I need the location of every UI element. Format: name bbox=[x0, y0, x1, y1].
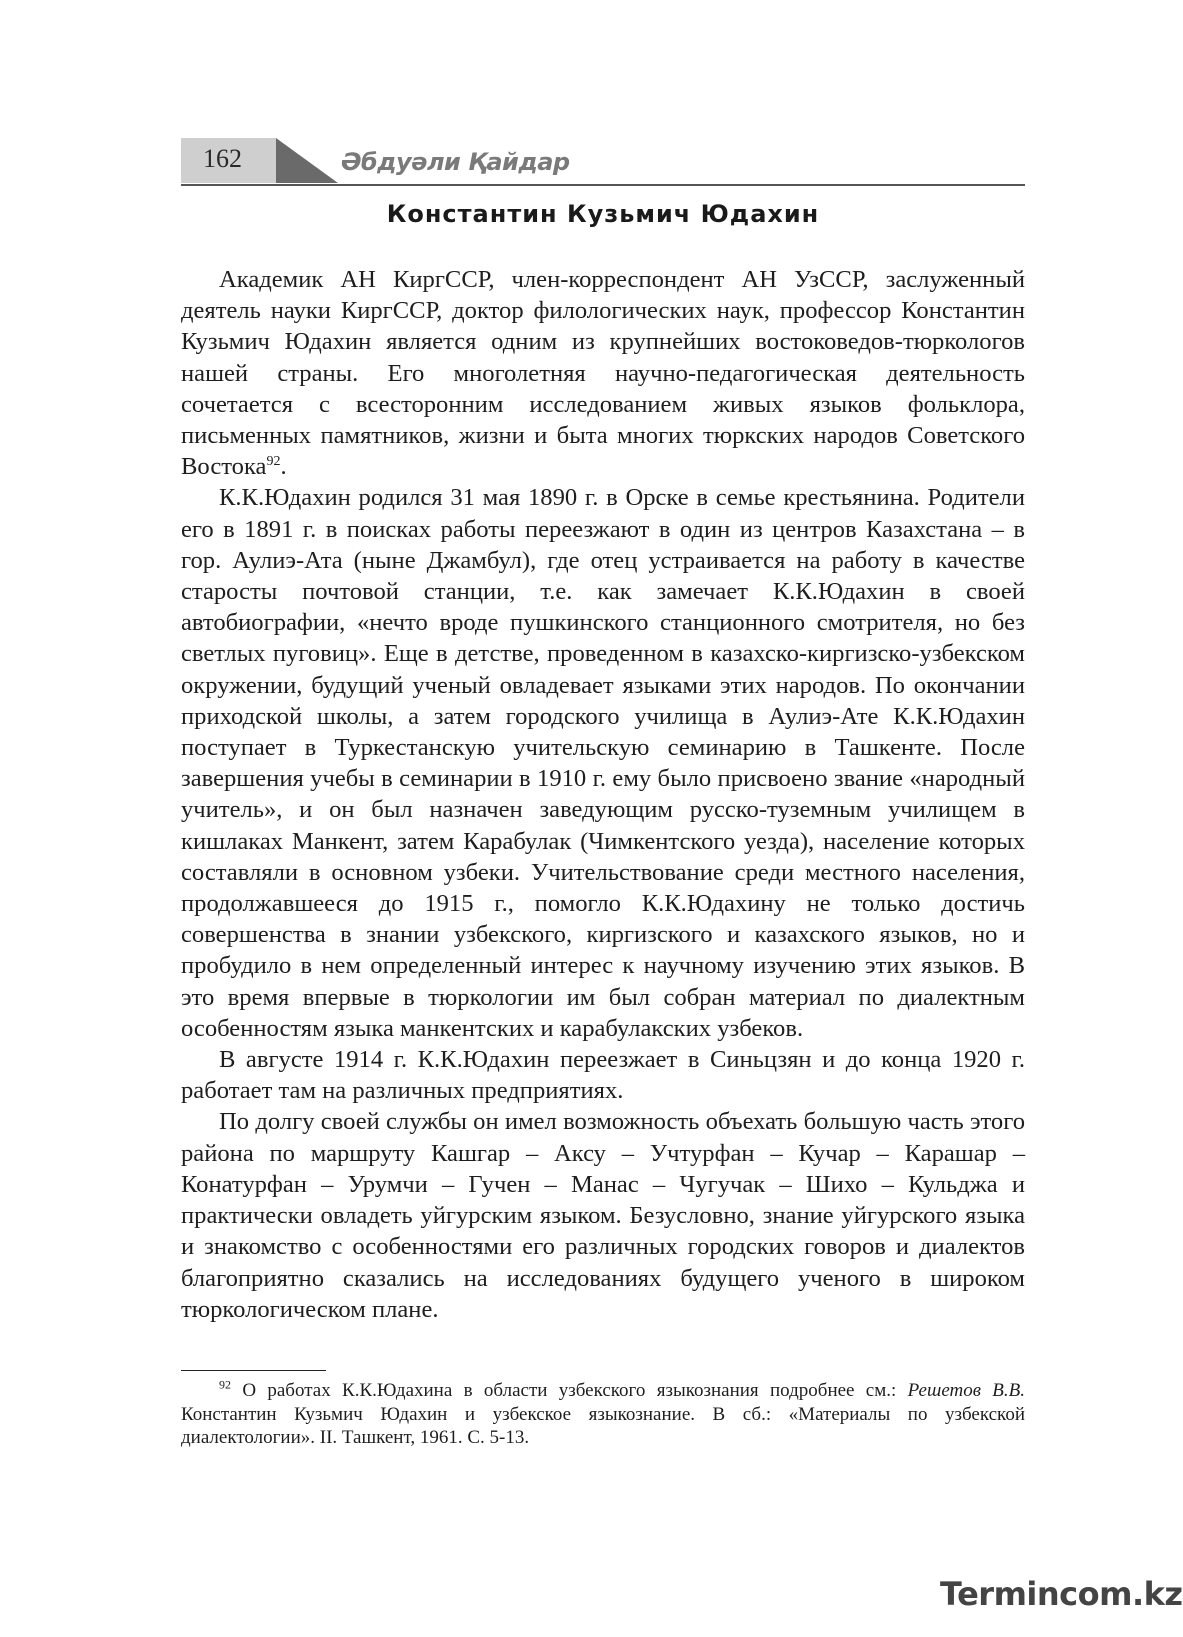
paragraph-text: К.К.Юдахин родился 31 мая 1890 г. в Орске в семье крестьянина. Родители его в 1891 г. в поисках работы переезжают в один из центров Казахстана – в гор. Аулиэ-Ата (ныне Джамбул), где отец устраивается на работу в качестве старосты почтовой станции, т.е. как замечает К.К.Юдахин в своей автобиографии, «нечто вроде пушкинского станционного смотрителя, но без светлых пуговиц». Еще в детстве, проведенном в казахско-киргизско-узбекском окружении, будущий ученый овладевает языками этих народов. По окончании приходской школы, а затем городского училища в Аулиэ-Ате К.К.Юдахин поступает в Туркестанскую учительскую семинарию в Ташкенте. После завершения учебы в семинарии в 1910 г. ему было присвоено звание «народный учитель», и он был назначен заведующим русско-туземным училищем в кишлаках Манкент, затем Карабулак (Чимкентского уезда), население которых составляли в основном узбеки. Учительствование среди местного населения, продолжавшееся до 1915 г., помогло К.К.Юдахину не только достичь совершенства в знании узбекского, киргизского и казахского языков, но и пробудило в нем определенный интерес к научному изучению этих языков. В это время впервые в тюркологии им был собран материал по диалектным особенностям языка манкентских и карабулакских узбеков. bbox=[181, 484, 1025, 1042]
header-rule bbox=[181, 184, 1025, 186]
paragraph bbox=[181, 264, 1025, 482]
footnote-author: Решетов В.В. bbox=[907, 1380, 1026, 1401]
footnote-text: О работах К.К.Юдахина в области узбекского языкознания подробнее см.: bbox=[231, 1380, 908, 1401]
page-number-tab bbox=[181, 138, 276, 183]
footnote-text-end: Константин Кузьмич Юдахин и узбекское языкознание. В сб.: «Материалы по узбекской диалектологии». II. Ташкент, 1961. С. 5-13. bbox=[181, 1403, 1025, 1448]
body-text bbox=[181, 264, 1025, 1325]
header-arrow-shape bbox=[276, 138, 346, 183]
paragraph-text-end: . bbox=[280, 453, 287, 481]
page-header bbox=[181, 138, 1025, 188]
page-number: 162 bbox=[203, 144, 242, 173]
header-author: Әбдуәли Қайдар bbox=[341, 148, 570, 176]
paragraph-text: Академик АН КиргССР, член-корреспондент АН УзССР, заслуженный деятель науки КиргССР, доктор филологических наук, профессор Константин Кузьмич Юдахин является одним из крупнейших востоковедов-тюркологов нашей страны. Его многолетняя научно-педагогическая деятельность сочетается с всесторонним исследованием живых языков фольклора, письменных памятников, жизни и быта многих тюркских народов Советского Востока bbox=[181, 266, 1025, 481]
footnote-ref[interactable]: 92 bbox=[266, 454, 281, 470]
paragraph bbox=[181, 482, 1025, 1044]
footnote-rule bbox=[181, 1370, 326, 1371]
footnote-number: 92 bbox=[219, 1377, 231, 1392]
footnote bbox=[181, 1379, 1025, 1450]
chapter-title: Константин Кузьмич Юдахин bbox=[386, 200, 820, 228]
paragraph-text: В августе 1914 г. К.К.Юдахин переезжает в Синьцзян и до конца 1920 г. работает там на различных предприятиях. bbox=[181, 1046, 1025, 1105]
paragraph bbox=[181, 1044, 1025, 1106]
watermark-logo: Termincom.kz bbox=[940, 1575, 1183, 1613]
paragraph bbox=[181, 1106, 1025, 1324]
paragraph-text: По долгу своей службы он имел возможность объехать большую часть этого района по маршруту Кашгар – Аксу – Учтурфан – Кучар – Карашар – Конатурфан – Урумчи – Гучен – Манас – Чугучак – Шихо – Кульджа и практически овладеть уйгурским языком. Безусловно, знание уйгурского языка и знакомство с особенностями его различных городских говоров и диалектов благоприятно сказались на исследованиях будущего ученого в широком тюркологическом плане. bbox=[181, 1108, 1025, 1323]
